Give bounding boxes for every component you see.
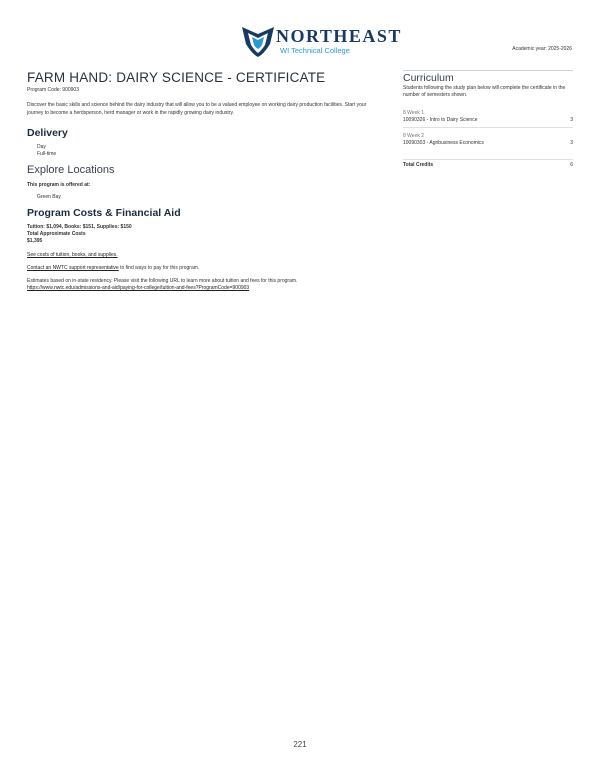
page-title: FARM HAND: DAIRY SCIENCE - CERTIFICATE	[27, 70, 326, 85]
delivery-item: Full-time	[37, 151, 57, 157]
location-item: Green Bay	[37, 194, 61, 200]
course-row	[403, 140, 573, 147]
program-description: Discover the basic skills and science behind the dairy industry that will allow you to be a valued employee on working dairy production facilities. Start your journey to become a herdsperson, herd manager or work in the rapidly growing dairy industry.	[27, 102, 367, 116]
see-costs-link[interactable]: See costs of tuition, books, and supplies.	[27, 252, 118, 258]
delivery-heading: Delivery	[27, 127, 68, 139]
locations-heading: Explore Locations	[27, 164, 115, 176]
delivery-list	[27, 144, 382, 158]
total-costs-label: Total Approximate Costs	[27, 231, 86, 237]
total-credits-row	[403, 162, 573, 169]
page-header	[0, 22, 600, 62]
total-credits-value: 6	[570, 162, 573, 168]
divider	[403, 127, 573, 128]
total-credits-label: Total Credits	[403, 162, 434, 168]
cost-breakdown: Tuition: $1,094, Books: $151, Supplies: $150	[27, 224, 132, 230]
program-code: Program Code: 900903	[27, 87, 79, 93]
curriculum-panel	[403, 70, 573, 169]
total-costs-value: $1,395	[27, 238, 43, 244]
academic-year: Academic year: 2025-2026	[512, 46, 572, 52]
college-shield-logo-icon	[240, 24, 276, 58]
term-label: 8 Week 1	[403, 110, 425, 116]
course-name: 10090326 - Intro to Dairy Science	[403, 117, 478, 123]
contact-suffix: to find ways to pay for this program.	[118, 265, 200, 271]
contact-support-link[interactable]: Contact an NWTC support representative	[27, 265, 119, 271]
course-credits: 3	[570, 140, 573, 146]
delivery-item: Day	[37, 144, 46, 150]
college-logo[interactable]	[240, 24, 402, 60]
tuition-url-link[interactable]: https://www.nwtc.edu/admissions-and-aid/paying-for-college/tuition-and-fees?ProgramCode=900903	[27, 285, 250, 291]
program-details	[27, 70, 382, 292]
logo-subtitle: WI Technical College	[280, 46, 350, 55]
divider	[403, 159, 573, 160]
divider	[403, 70, 573, 71]
locations-offered-label: This program is offered at:	[27, 182, 91, 188]
course-name: 10090303 - Agribusiness Economics	[403, 140, 484, 146]
estimate-note: Estimates based on in-state residency. Please visit the following URL to learn more about tuition and fees for this program.	[27, 278, 298, 284]
contact-line	[27, 265, 382, 272]
curriculum-intro: Students following the study plan below will complete the certificate in the number of semesters shown.	[403, 85, 566, 98]
costs-heading: Program Costs & Financial Aid	[27, 207, 181, 219]
curriculum-heading: Curriculum	[403, 72, 454, 84]
course-credits: 3	[570, 117, 573, 123]
term-label: 8 Week 2	[403, 133, 425, 139]
logo-wordmark: NORTHEAST	[276, 26, 402, 46]
page-number: 221	[293, 740, 307, 749]
course-row	[403, 117, 573, 124]
